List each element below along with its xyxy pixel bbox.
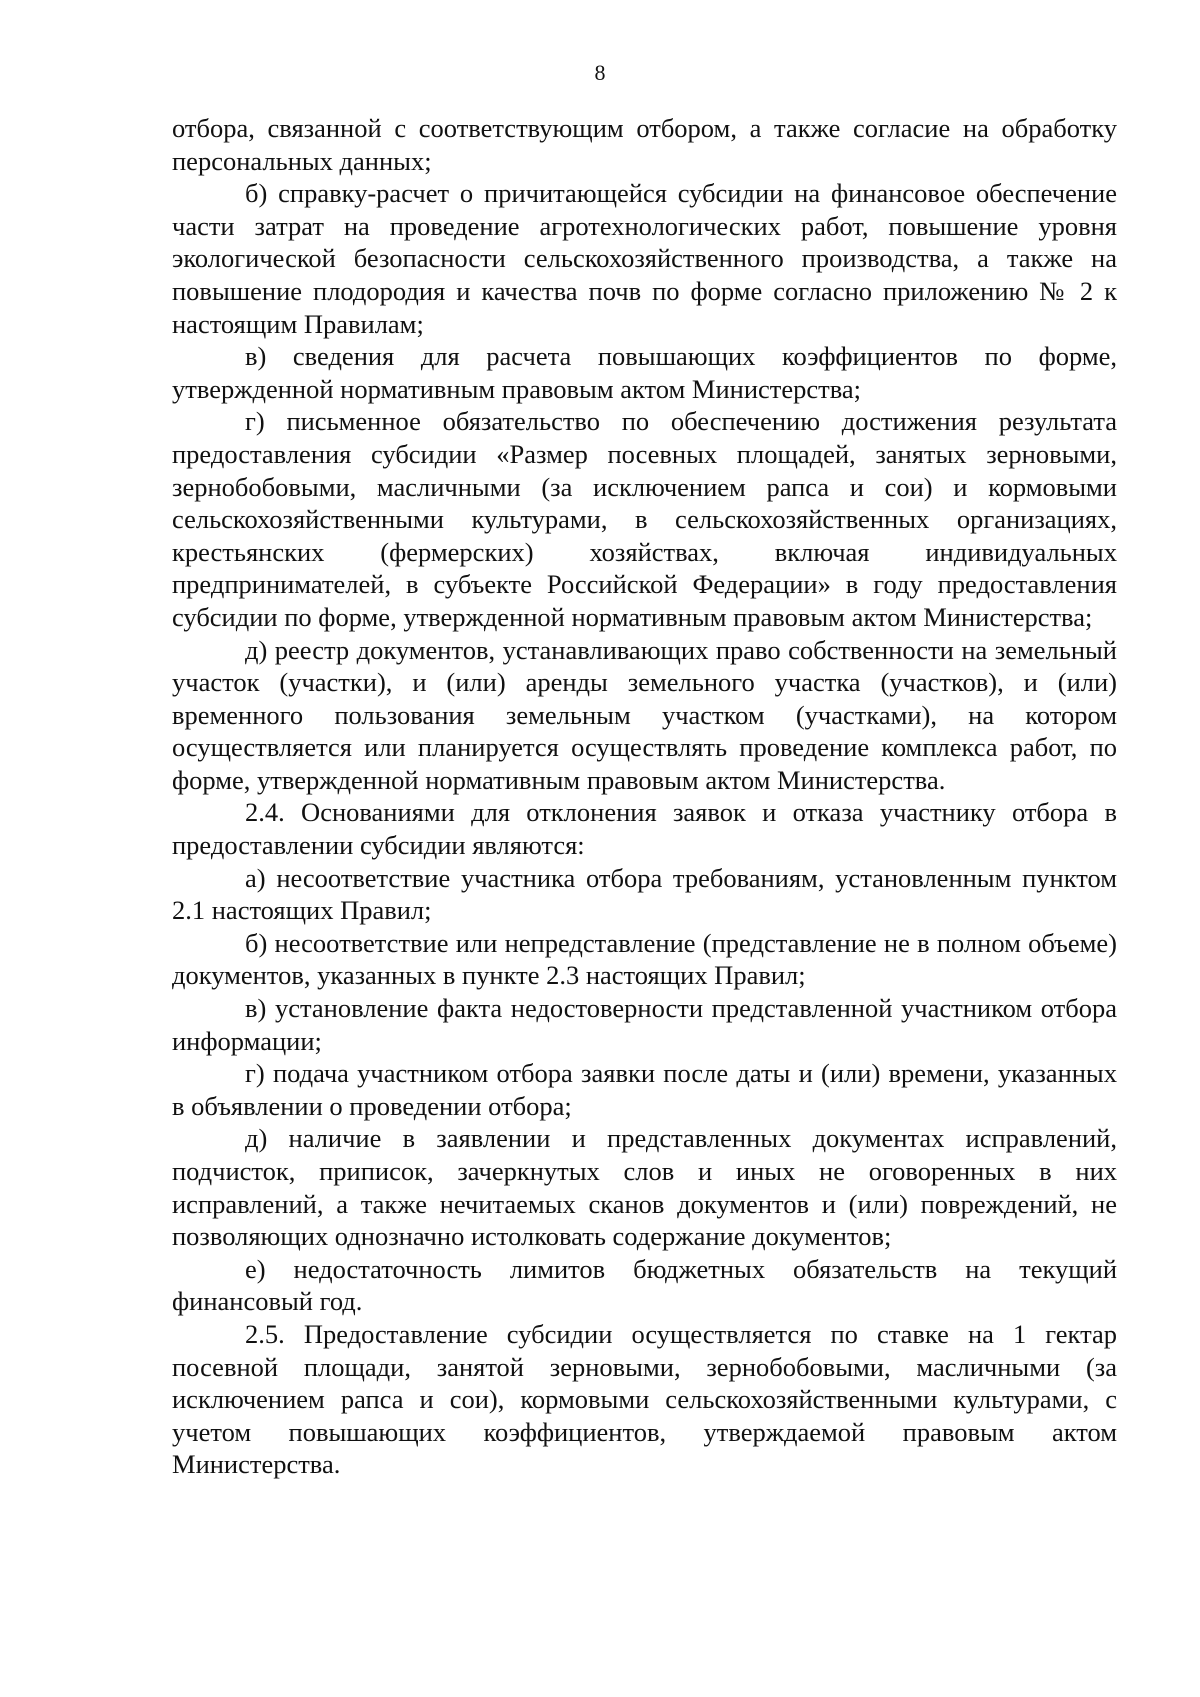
paragraph-item-g: г) письменное обязательство по обеспечению достижения результата предоставления субсидии «Размер посевных площадей, занятых зерновыми, зернобобовыми, масличными (за исключением рапса и сои) и кормовыми сельскохозяйственными культурами, в сельскохозяйственных организациях, крестьянских (фермерских) хозяйствах, включая индивидуальных предпринимателей, в субъекте Российской Федерации» в году предоставления субсидии по форме, утвержденной нормативным правовым актом Министерства; [172,406,1117,632]
paragraph-section-2-5: 2.5. Предоставление субсидии осуществляется по ставке на 1 гектар посевной площади, занятой зерновыми, зернобобовыми, масличными (за исключением рапса и сои), кормовыми сельскохозяйственными культурами, с учетом повышающих коэффициентов, утверждаемой правовым актом Министерства. [172,1318,1117,1480]
paragraph-section-2-4: 2.4. Основаниями для отклонения заявок и отказа участнику отбора в предоставлении субсидии являются: [172,797,1117,861]
paragraph-item-b: б) справку-расчет о причитающейся субсидии на финансовое обеспечение части затрат на проведение агротехнологических работ, повышение уровня экологической безопасности сельскохозяйственного производства, а также на повышение плодородия и качества почв по форме согласно приложению № 2 к настоящим Правилам; [172,178,1117,339]
paragraph-item-v: в) сведения для расчета повышающих коэффициентов по форме, утвержденной нормативным правовым актом Министерства; [172,341,1117,404]
document-body [172,112,1117,1481]
paragraph-reason-b: б) несоответствие или непредставление (представление не в полном объеме) документов, указанных в пункте 2.3 настоящих Правил; [172,927,1117,991]
paragraph-reason-g: г) подача участником отбора заявки после даты и (или) времени, указанных в объявлении о проведении отбора; [172,1058,1117,1121]
paragraph-reason-e: е) недостаточность лимитов бюджетных обязательств на текущий финансовый год. [172,1253,1117,1317]
page-number: 8 [594,60,606,85]
paragraph-reason-d: д) наличие в заявлении и представленных документах исправлений, подчисток, приписок, зачеркнутых слов и иных не оговоренных в них исправлений, а также нечитаемых сканов документов и (или) повреждений, не позволяющих однозначно истолковать содержание документов; [172,1123,1117,1252]
paragraph-item-d: д) реестр документов, устанавливающих право собственности на земельный участок (участки), и (или) аренды земельного участка (участков), и (или) временного пользования земельным участком (участками), на котором осуществляется или планируется осуществлять проведение комплекса работ, по форме, утвержденной нормативным правовым актом Министерства. [172,634,1117,795]
paragraph-reason-a: а) несоответствие участника отбора требованиям, установленным пунктом 2.1 настоящих Правил; [172,862,1117,926]
paragraph-reason-v: в) установление факта недостоверности представленной участником отбора информации; [172,993,1117,1056]
paragraph-continuation: отбора, связанной с соответствующим отбором, а также согласие на обработку персональных данных; [172,113,1117,176]
